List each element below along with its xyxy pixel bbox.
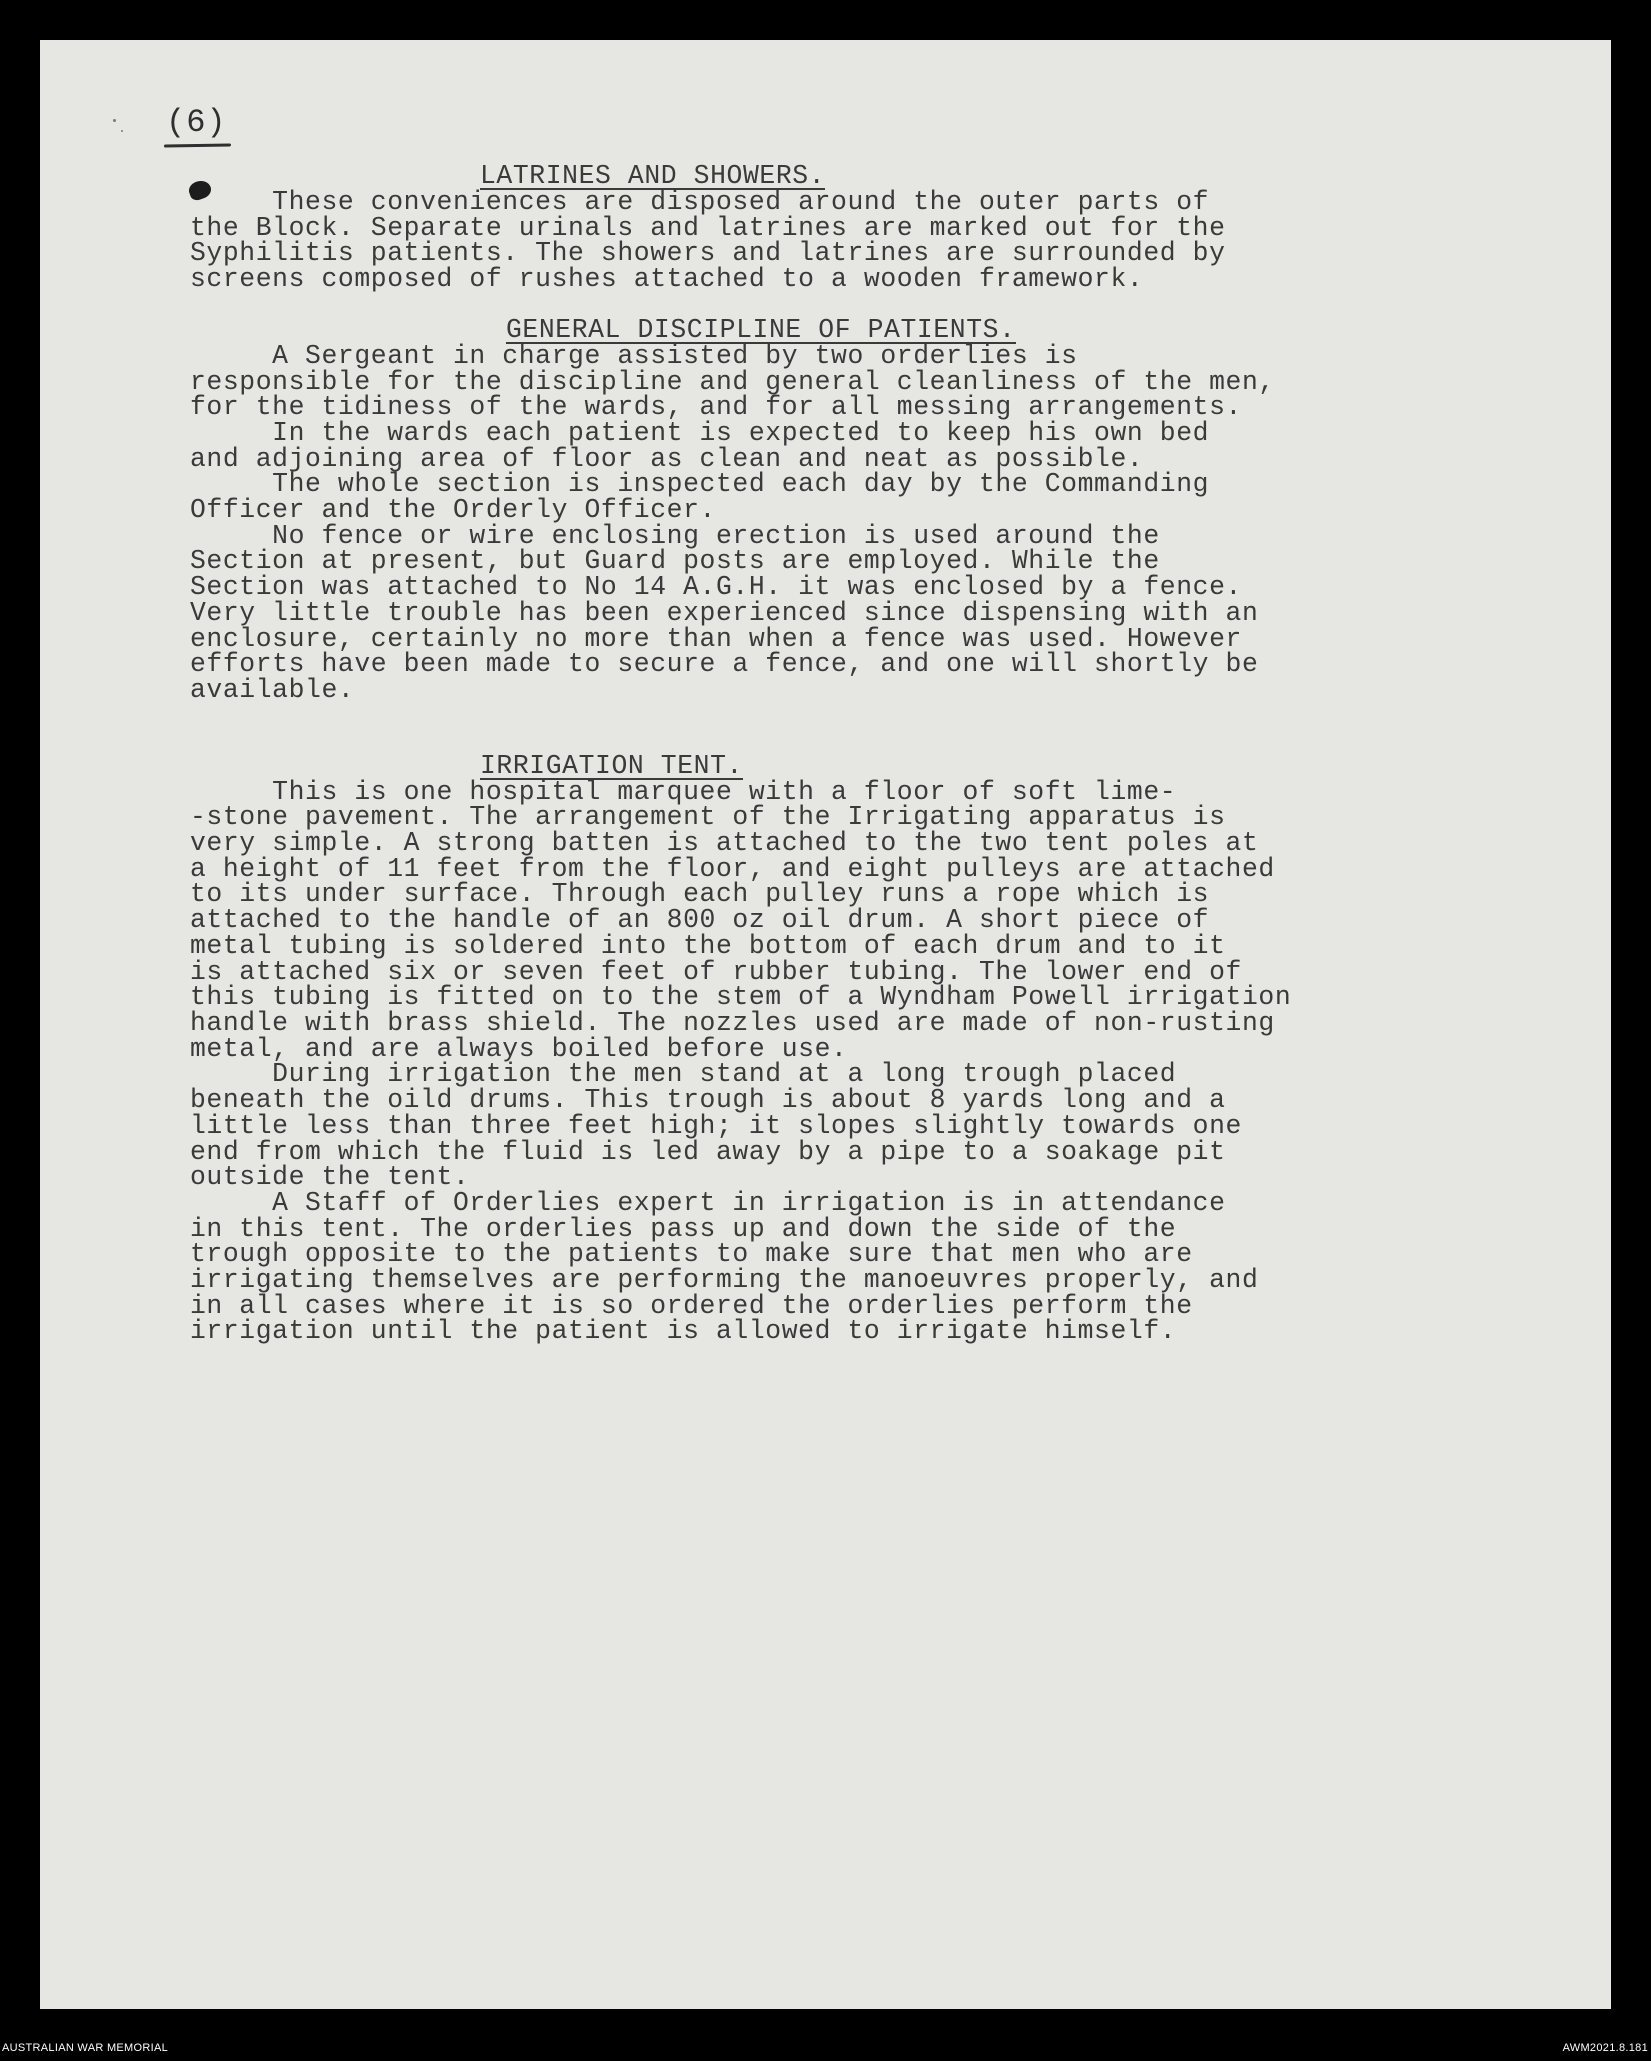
text-line: responsible for the discipline and general cleanliness of the men, (190, 366, 1275, 397)
document-body (190, 161, 1390, 1347)
section-heading (190, 314, 1390, 345)
text-line: This is one hospital marquee with a floor of soft lime- (190, 776, 1177, 807)
text-line: the Block. Separate urinals and latrines are marked out for the (190, 212, 1226, 243)
section-heading-text: GENERAL DISCIPLINE OF PATIENTS. (506, 314, 1016, 345)
text-line: handle with brass shield. The nozzles used are made of non-rusting (190, 1007, 1275, 1038)
section-irrigation-tent (190, 750, 1390, 1347)
text-line: A Staff of Orderlies expert in irrigation is in attendance (190, 1187, 1226, 1218)
text-line: in all cases where it is so ordered the orderlies perform the (190, 1290, 1193, 1321)
text-line: Section at present, but Guard posts are employed. While the (190, 546, 1160, 577)
paper-speck (121, 130, 123, 132)
text-line: for the tidiness of the wards, and for all messing arrangements. (190, 392, 1242, 423)
text-line: beneath the oild drums. This trough is about 8 yards long and a (190, 1085, 1226, 1116)
text-line: and adjoining area of floor as clean and neat as possible. (190, 443, 1144, 474)
spacer (190, 704, 1390, 754)
footer-reference: AWM2021.8.181 (1562, 2042, 1648, 2054)
text-line: very simple. A strong batten is attached to the two tent poles at (190, 828, 1259, 859)
text-line: screens composed of rushes attached to a wooden framework. (190, 264, 1144, 295)
text-line: Officer and the Orderly Officer. (190, 495, 716, 526)
text-line: little less than three feet high; it slopes slightly towards one (190, 1110, 1242, 1141)
page-number: (6) (166, 104, 227, 141)
text-line: metal tubing is soldered into the bottom of each drum and to it (190, 930, 1226, 961)
text-line: trough opposite to the patients to make sure that men who are (190, 1239, 1193, 1270)
section-heading (190, 750, 1390, 781)
text-line: efforts have been made to secure a fence, and one will shortly be (190, 649, 1259, 680)
text-line: irrigation until the patient is allowed to irrigate himself. (190, 1316, 1177, 1347)
text-line: to its under surface. Through each pulley runs a rope which is (190, 879, 1210, 910)
footer-institution: AUSTRALIAN WAR MEMORIAL (2, 2042, 169, 2054)
section-latrines-and-showers (190, 161, 1390, 295)
text-line: enclosure, certainly no more than when a fence was used. However (190, 623, 1242, 654)
text-line: Section was attached to No 14 A.G.H. it was enclosed by a fence. (190, 572, 1242, 603)
text-line: this tubing is fitted on to the stem of a Wyndham Powell irrigation (190, 982, 1292, 1013)
document-page (40, 40, 1611, 2009)
text-line: is attached six or seven feet of rubber tubing. The lower end of (190, 956, 1242, 987)
text-line: A Sergeant in charge assisted by two orderlies is (190, 340, 1078, 371)
text-line: No fence or wire enclosing erection is used around the (190, 520, 1160, 551)
text-line: In the wards each patient is expected to keep his own bed (190, 417, 1210, 448)
text-line: end from which the fluid is led away by a pipe to a soakage pit (190, 1136, 1226, 1167)
text-line: These conveniences are disposed around the outer parts of (190, 187, 1210, 217)
text-line: in this tent. The orderlies pass up and down the side of the (190, 1213, 1177, 1244)
text-line: The whole section is inspected each day by the Commanding (190, 469, 1210, 500)
text-line: available. (190, 674, 355, 705)
paper-speck (113, 119, 116, 122)
text-line: outside the tent. (190, 1162, 470, 1193)
section-heading-text: LATRINES AND SHOWERS. (480, 161, 826, 191)
text-line: Very little trouble has been experienced since dispensing with an (190, 597, 1259, 628)
section-heading-text: IRRIGATION TENT. (480, 750, 743, 781)
text-line: attached to the handle of an 800 oz oil drum. A short piece of (190, 905, 1210, 936)
text-line: a height of 11 feet from the floor, and eight pulleys are attached (190, 853, 1275, 884)
text-line: metal, and are always boiled before use. (190, 1033, 848, 1064)
text-line: During irrigation the men stand at a long trough placed (190, 1059, 1177, 1090)
section-general-discipline (190, 314, 1390, 705)
text-line: Syphilitis patients. The showers and latrines are surrounded by (190, 238, 1226, 269)
text-line: -stone pavement. The arrangement of the Irrigating apparatus is (190, 802, 1226, 833)
text-line: irrigating themselves are performing the manoeuvres properly, and (190, 1265, 1259, 1296)
